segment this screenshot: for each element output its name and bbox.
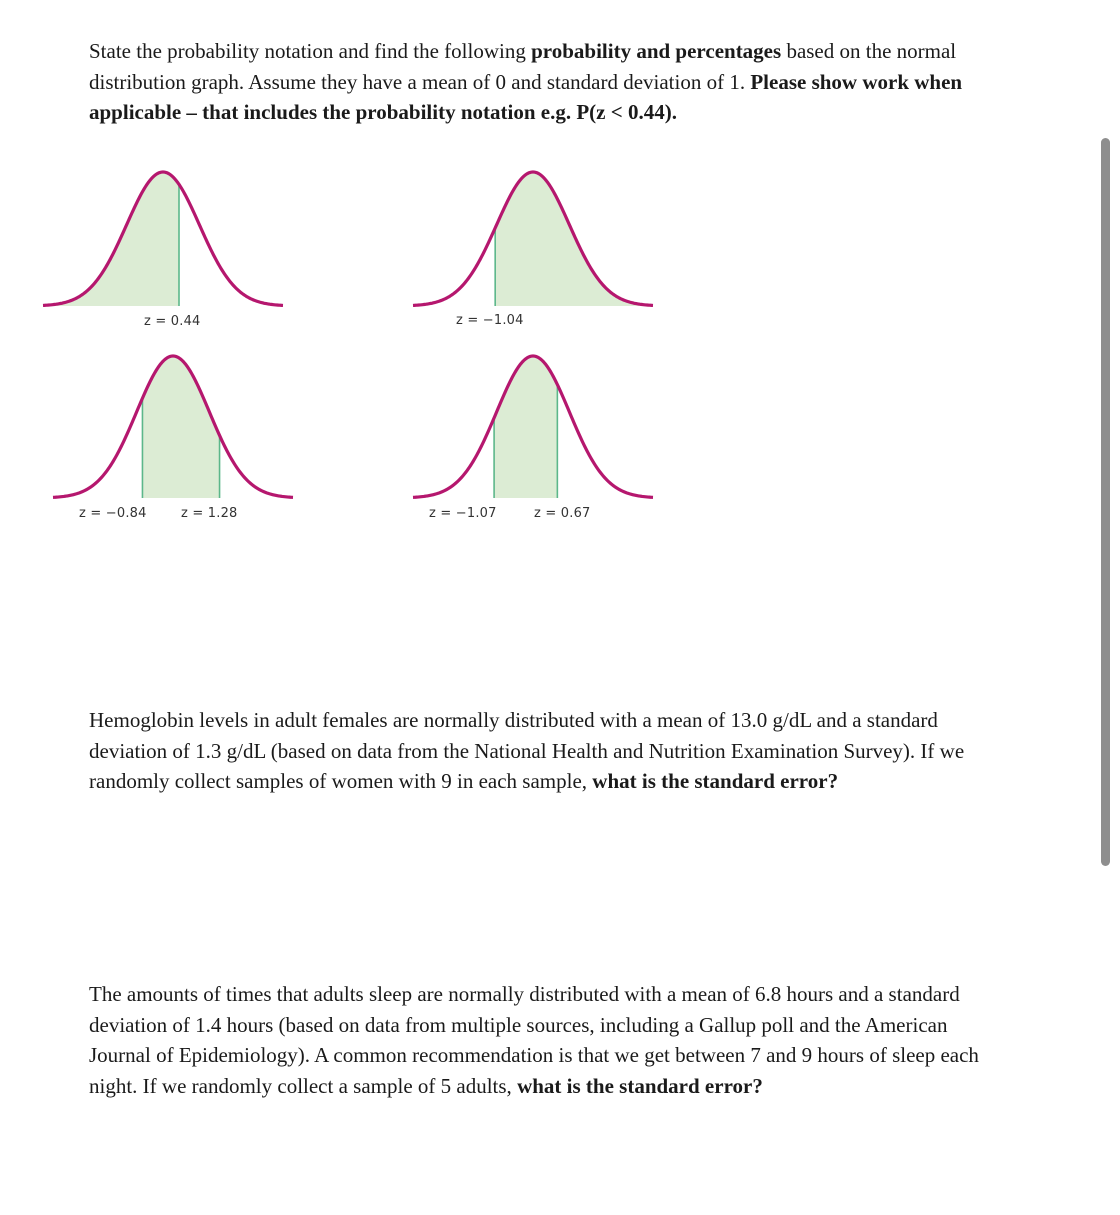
sleep-question-text: The amounts of times that adults sleep are normally distributed with a mean of 6.8 hours and a standard deviation of 1.4 hours (based on data from multiple sources, including a Gallup poll and the American Journal of Epidemiology). A common recommendation is that we get between 7 and 9 hours of sleep each night. If we randomly collect a sample of 5 adults,: [89, 982, 979, 1098]
graph-4-lower-z-label: z = −1.07: [429, 506, 497, 521]
hemoglobin-question-bold: what is the standard error?: [592, 769, 839, 793]
instructions-text-2: based on the normal distribution graph. Assume they have a mean of 0 and standard deviation of 1.: [89, 39, 957, 94]
instructions-bold-2: Please show work when applicable – that includes the probability notation e.g. P(z < 0.44).: [89, 69, 963, 124]
graph-3-lower-z-label: z = −0.84: [79, 506, 147, 521]
graph-2-z-label: z = −1.04: [456, 313, 524, 328]
normal-curve-graph-1: [43, 166, 283, 314]
normal-curve-graph-2: [413, 166, 653, 314]
sleep-question-bold: what is the standard error?: [517, 1073, 763, 1098]
normal-curve-graph-3: [53, 350, 293, 506]
hemoglobin-question-text: Hemoglobin levels in adult females are normally distributed with a mean of 13.0 g/dL and a standard deviation of 1.3 g/dL (based on data from the National Health and Nutrition Examination Survey). If we randomly collect samples of women with 9 in each sample,: [89, 708, 965, 793]
graph-4-upper-z-label: z = 0.67: [534, 506, 591, 521]
normal-curve-graph-4: [413, 350, 653, 506]
shaded-region: [43, 172, 179, 306]
shaded-region: [494, 356, 557, 498]
hemoglobin-question: [89, 705, 989, 797]
instructions-bold-1: probability and percentages: [531, 39, 782, 63]
sleep-question: [89, 979, 989, 1101]
graph-3-upper-z-label: z = 1.28: [181, 506, 238, 521]
instructions-paragraph: [89, 36, 989, 128]
graph-1-z-label: z = 0.44: [144, 314, 201, 329]
vertical-scrollbar[interactable]: [1101, 138, 1110, 866]
instructions-text-1: State the probability notation and find the following: [89, 39, 532, 63]
